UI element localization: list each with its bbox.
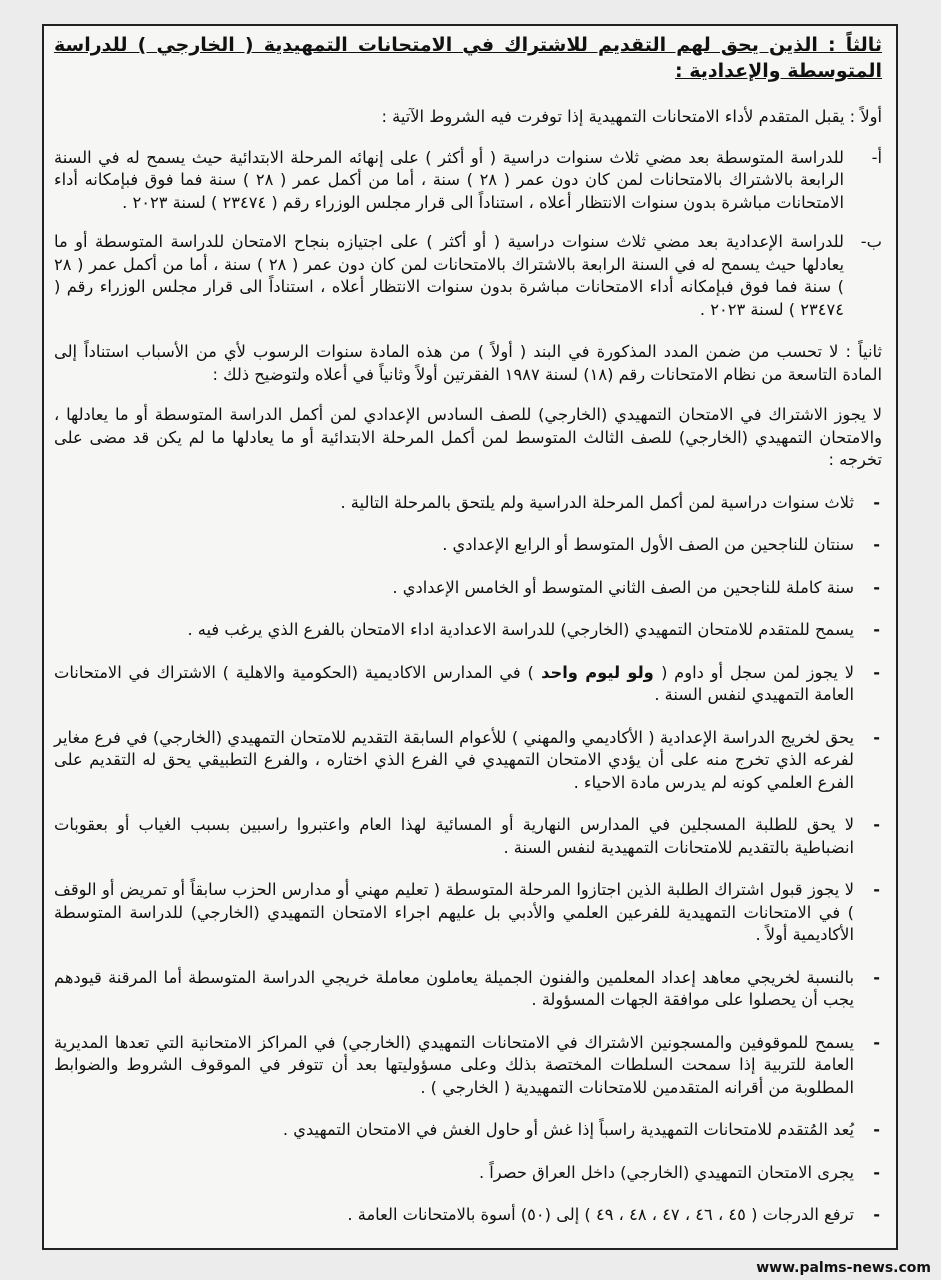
site-watermark: www.palms-news.com	[756, 1260, 931, 1276]
bullet-marker: -	[873, 577, 880, 597]
bullet-item	[54, 492, 882, 515]
bullet-marker: -	[873, 535, 880, 554]
sub-item-b	[54, 231, 882, 321]
bullet-text: يُعد المُتقدم للامتحانات التمهيدية راسباً إذا غش أو حاول الغش في الامتحان التمهيدي .	[282, 1120, 854, 1139]
bullet-marker: -	[873, 1205, 880, 1224]
bullet-text: ترفع الدرجات ( ٤٥ ، ٤٦ ، ٤٧ ، ٤٨ ، ٤٩ ) إلى (٥٠) أسوة بالامتحانات العامة .	[347, 1205, 854, 1224]
section-heading: ثالثاً : الذين يحق لهم التقديم للاشتراك في الامتحانات التمهيدية ( الخارجي ) للدراسة المتوسطة والإعدادية :	[54, 34, 882, 82]
bullet-item	[54, 879, 882, 947]
intro-paragraph: أولاً : يقبل المتقدم لأداء الامتحانات التمهيدية إذا توفرت فيه الشروط الآتية :	[381, 107, 882, 126]
bullet-item	[54, 577, 882, 600]
sub-item-text: للدراسة المتوسطة بعد مضي ثلاث سنوات دراسية ( أو أكثر ) على إنهائه المرحلة الابتدائية حيث يسمح له في السنة الرابعة بالاشتراك بالامتحانات لمن كان دون عمر ( ٢٨ ) سنة ، أما من أكمل عمر ( ٢٨ ) سنة فما فوق فبإمكانه أداء الامتحانات مباشرة بدون سنوات الانتظار أعلاه ، استناداً الى قرار مجلس الوزراء رقم ( ٢٣٤٧٤ ) لسنة ٢٠٢٣ .	[54, 147, 844, 212]
bullet-marker: -	[873, 1120, 880, 1139]
bullet-text: سنتان للناجحين من الصف الأول المتوسط أو الرابع الإعدادي .	[442, 535, 854, 554]
sub-item-a	[54, 147, 882, 215]
bullet-text: يحق لخريج الدراسة الإعدادية ( الأكاديمي والمهني ) للأعوام السابقة التقديم للامتحان التمهيدي (الخارجي) في فرع مغاير لفرعه الذي تخرج منه على أن يؤدي الامتحان التمهيدي في الفرع الذي اختاره ، والفرع التطبيقي يحق له التقديم على الفرع العلمي كونه لم يدرس مادة الاحياء .	[54, 727, 854, 792]
bullet-marker: -	[873, 1162, 880, 1182]
bullet-item	[54, 1204, 882, 1227]
bullet-text-post: ) في المدارس الاكاديمية (الحكومية والاهلية ) الاشتراك في الامتحانات العامة التمهيدي لنفس السنة .	[54, 662, 854, 704]
bullet-marker: -	[873, 492, 880, 512]
sub-item-marker: ب-	[860, 232, 882, 251]
bullet-marker: -	[873, 1032, 880, 1052]
bullet-marker: -	[873, 815, 880, 834]
bullet-text: يجرى الامتحان التمهيدي (الخارجي) داخل العراق حصراً .	[478, 1162, 854, 1182]
bullet-text-strong: ولو ليوم واحد	[533, 662, 662, 682]
document-frame	[42, 24, 898, 1250]
bullet-text: سنة كاملة للناجحين من الصف الثاني المتوسط أو الخامس الإعدادي .	[392, 577, 854, 597]
bullet-item	[54, 1119, 882, 1142]
clarify-paragraph: لا يجوز الاشتراك في الامتحان التمهيدي (الخارجي) للصف السادس الإعدادي لمن أكمل الدراسة المتوسطة أو ما يعادلها ، والامتحان التمهيدي (الخارجي) للصف الثالث المتوسط لمن أكمل المرحلة الابتدائية أو ما يعادلها ما لم يكن قد مضى على تخرجه :	[54, 405, 882, 469]
bullet-item	[54, 814, 882, 859]
bullet-text: لا يحق للطلبة المسجلين في المدارس النهارية أو المسائية لهذا العام واعتبروا راسبين بسبب الغياب أو بعقوبات انضباطية بالتقديم للامتحانات التمهيدية لنفس السنة .	[54, 815, 854, 857]
bullet-text: يسمح للمتقدم للامتحان التمهيدي (الخارجي) للدراسة الاعدادية اداء الامتحان بالفرع الذي يرغب فيه .	[187, 620, 854, 639]
bullet-item	[54, 1162, 882, 1185]
bullet-item	[54, 534, 882, 557]
sub-item-marker: أ-	[871, 147, 882, 167]
sub-item-text: للدراسة الإعدادية بعد مضي ثلاث سنوات دراسية ( أو أكثر ) على اجتيازه بنجاح الامتحان للدراسة المتوسطة أو ما يعادلها حيث يسمح له في السنة الرابعة بالاشتراك بالامتحانات لمن كان دون عمر ( ٢٨ ) سنة ، أما من أكمل عمر ( ٢٨ ) سنة فما فوق فبإمكانه أداء الامتحانات مباشرة بدون سنوات الانتظار أعلاه ، استناداً الى قرار مجلس الوزراء رقم ( ٢٣٤٧٤ ) لسنة ٢٠٢٣ .	[54, 232, 844, 319]
bullet-item	[54, 727, 882, 795]
bullet-marker: -	[873, 662, 880, 682]
bullet-item	[54, 1032, 882, 1100]
bullet-item	[54, 662, 882, 707]
bullet-text: بالنسبة لخريجي معاهد إعداد المعلمين والفنون الجميلة يعاملون معاملة خريجي الدراسة المتوسطة أما المرقنة قيودهم يجب أن يحصلوا على موافقة الجهات المسؤولة .	[54, 967, 854, 1009]
bullet-marker: -	[873, 967, 880, 987]
bullet-text-pre: لا يجوز لمن سجل أو داوم (	[661, 662, 854, 682]
bullet-item	[54, 967, 882, 1012]
bullet-item	[54, 619, 882, 642]
bullet-marker: -	[873, 620, 880, 639]
bullet-text: يسمح للموقوفين والمسجونين الاشتراك في الامتحانات التمهيدي (الخارجي) في المراكز الامتحانية التي تعدها المديرية العامة للتربية إذا سمحت السلطات المختصة بذلك وعلى مسؤوليتها بعد أن تتوفر في الموقوف الشروط والضوابط المطلوبة من أقرانه المتقدمين للامتحانات التمهيدية ( الخارجي ) .	[54, 1032, 854, 1097]
bullet-marker: -	[873, 727, 880, 747]
bullet-text: ثلاث سنوات دراسية لمن أكمل المرحلة الدراسية ولم يلتحق بالمرحلة التالية .	[340, 492, 854, 512]
bullet-text: لا يجوز قبول اشتراك الطلبة الذين اجتازوا المرحلة المتوسطة ( تعليم مهني أو مدارس الحزب سابقاً أو تمريض أو الوقف ) في الامتحانات التمهيدية للفرعين العلمي والأدبي بل عليهم اجراء الامتحان التمهيدي (الخارجي) للدراسة المتوسطة الأكاديمية أولاً .	[54, 880, 854, 944]
bullet-marker: -	[873, 880, 880, 899]
document-content	[54, 32, 882, 1227]
second-paragraph: ثانياً : لا تحسب من ضمن المدد المذكورة في البند ( أولاً ) من هذه المادة سنوات الرسوب لأي من الأسباب استناداً إلى المادة التاسعة من نظام الامتحانات رقم (١٨) لسنة ١٩٨٧ الفقرتين أولاً وثانياً في أعلاه ولتوضيح ذلك :	[54, 342, 882, 384]
